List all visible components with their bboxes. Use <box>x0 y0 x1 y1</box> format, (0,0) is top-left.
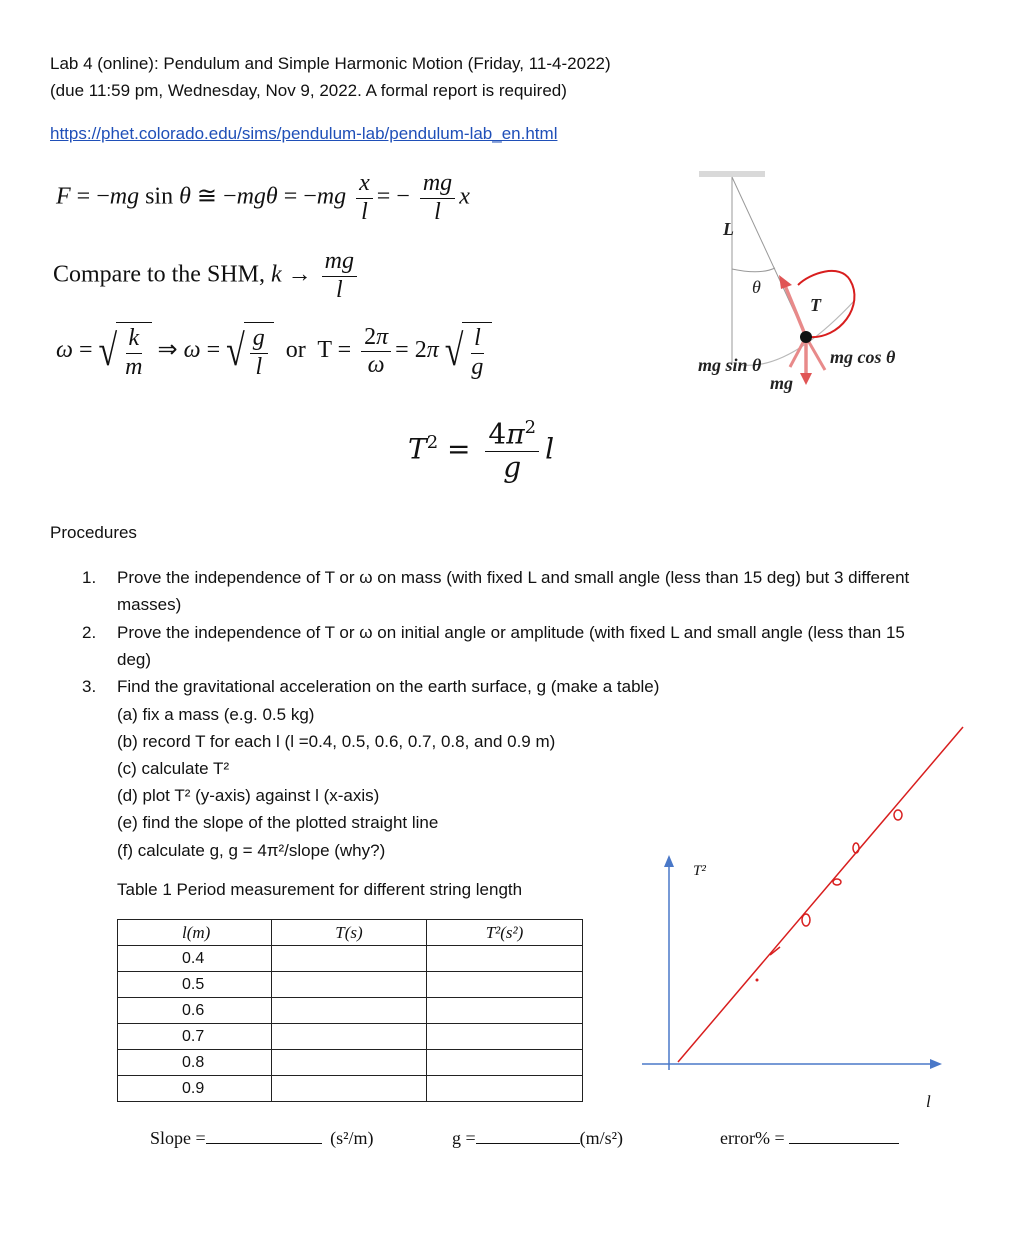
table-row <box>118 1024 583 1050</box>
compare-equation: Compare to the SHM, k → $\frac{mg}{l}$ <box>53 248 361 304</box>
subitem-c: (c) calculate T² <box>117 759 230 778</box>
weight-arrowhead <box>800 373 812 385</box>
period-table <box>117 919 583 1102</box>
procedure-text: Prove the independence of T or ω on mass (with fixed L and small angle (less than 15 deg) but 3 different masses) <box>117 568 910 614</box>
t2-vs-length-sketch <box>630 715 970 1115</box>
header-line-1: Lab 4 (online): Pendulum and Simple Harmonic Motion (Friday, 11-4-2022) <box>50 54 611 73</box>
period-cell[interactable] <box>272 1076 427 1102</box>
graph-y-label: T² <box>693 863 706 879</box>
table-row <box>118 1076 583 1102</box>
length-cell: 0.4 <box>118 946 272 972</box>
label-mg: mg <box>770 373 794 393</box>
period-squared-cell[interactable] <box>427 1050 583 1076</box>
procedure-number: 3. <box>82 677 97 696</box>
slope-row <box>150 1128 374 1149</box>
subitem-f: (f) calculate g, g = 4π²/slope (why?) <box>117 841 386 860</box>
subitem-b: (b) record T for each l (l =0.4, 0.5, 0.6, 0.7, 0.8, and 0.9 m) <box>117 732 556 751</box>
table-header-row <box>118 920 583 946</box>
table-row <box>118 972 583 998</box>
table-caption: Table 1 Period measurement for different string length <box>117 880 523 899</box>
period-squared-equation: $T^2$ = $\frac{4\pi^2}{g}$ l <box>408 417 555 484</box>
procedure-number: 2. <box>82 623 97 642</box>
g-row <box>452 1128 623 1149</box>
period-squared-cell[interactable] <box>427 1076 583 1102</box>
period-squared-cell[interactable] <box>427 998 583 1024</box>
pendulum-ceiling <box>699 171 765 177</box>
length-cell: 0.8 <box>118 1050 272 1076</box>
g-unit: (m/s²) <box>579 1128 624 1148</box>
period-cell[interactable] <box>272 1050 427 1076</box>
period-cell[interactable] <box>272 1024 427 1050</box>
length-cell: 0.6 <box>118 998 272 1024</box>
length-cell: 0.9 <box>118 1076 272 1102</box>
phet-link[interactable]: https://phet.colorado.edu/sims/pendulum-lab/pendulum-lab_en.html <box>50 124 558 143</box>
pendulum-bob <box>800 331 812 343</box>
table-row <box>118 998 583 1024</box>
table-row <box>118 1050 583 1076</box>
header-period-squared: T²(s²) <box>427 920 583 946</box>
subitem-e: (e) find the slope of the plotted straight line <box>117 813 439 832</box>
error-label: error% = <box>720 1128 785 1148</box>
best-fit-line <box>678 727 963 1062</box>
period-cell[interactable] <box>272 998 427 1024</box>
graph-y-arrowhead <box>664 855 674 867</box>
data-point <box>802 914 810 926</box>
pendulum-diagram <box>690 165 920 405</box>
graph-x-label: l <box>926 1092 931 1111</box>
omega-equation: ω = √ $\frac{k}{m}$ ⇒ ω = √ $\frac{g}{l}$ or T = $\frac{2\pi}{\omega}$ = 2π √ $\frac{l}{g}$ <box>56 322 492 381</box>
error-row <box>720 1128 899 1149</box>
data-point <box>833 879 841 885</box>
length-cell: 0.5 <box>118 972 272 998</box>
header-period: T(s) <box>272 920 427 946</box>
data-point <box>756 979 759 982</box>
theta-angle-arc <box>732 268 775 272</box>
data-point <box>853 843 859 853</box>
header-line-2: (due 11:59 pm, Wednesday, Nov 9, 2022. A formal report is required) <box>50 81 567 100</box>
period-cell[interactable] <box>272 946 427 972</box>
subitem-d: (d) plot T² (y-axis) against l (x-axis) <box>117 786 380 805</box>
error-blank[interactable] <box>789 1143 899 1144</box>
label-theta: θ <box>752 277 761 297</box>
compare-text: Compare to the SHM, <box>53 261 265 288</box>
or-text: or <box>285 337 306 364</box>
graph-x-arrowhead <box>930 1059 942 1069</box>
label-T: T <box>810 295 821 315</box>
g-blank[interactable] <box>476 1143 580 1144</box>
data-point <box>894 810 902 820</box>
procedure-text: Prove the independence of T or ω on initial angle or amplitude (with fixed L and small angle (less than 15 deg) <box>117 623 905 669</box>
tension-arrow <box>784 283 806 337</box>
slope-unit: (s²/m) <box>330 1128 374 1148</box>
slope-blank[interactable] <box>206 1143 322 1144</box>
label-mg-sin: mg sin θ <box>698 355 762 375</box>
procedures-title: Procedures <box>50 523 137 542</box>
subitem-a: (a) fix a mass (e.g. 0.5 kg) <box>117 705 315 724</box>
procedure-number: 1. <box>82 568 97 587</box>
slope-label: Slope = <box>150 1128 206 1148</box>
period-cell[interactable] <box>272 972 427 998</box>
label-L: L <box>723 219 734 239</box>
procedure-text: Find the gravitational acceleration on the earth surface, g (make a table) <box>117 677 660 696</box>
period-squared-cell[interactable] <box>427 946 583 972</box>
tension-arrowhead <box>779 275 792 289</box>
period-squared-cell[interactable] <box>427 972 583 998</box>
header-length: l(m) <box>118 920 272 946</box>
period-squared-cell[interactable] <box>427 1024 583 1050</box>
g-label: g = <box>452 1128 476 1148</box>
force-equation: F = −mg sin θ ≅ −mgθ = −mg $\frac{x}{l}$ = − $\frac{mg}{l}$ x <box>56 170 470 225</box>
table-row <box>118 946 583 972</box>
label-mg-cos: mg cos θ <box>830 347 896 367</box>
length-cell: 0.7 <box>118 1024 272 1050</box>
